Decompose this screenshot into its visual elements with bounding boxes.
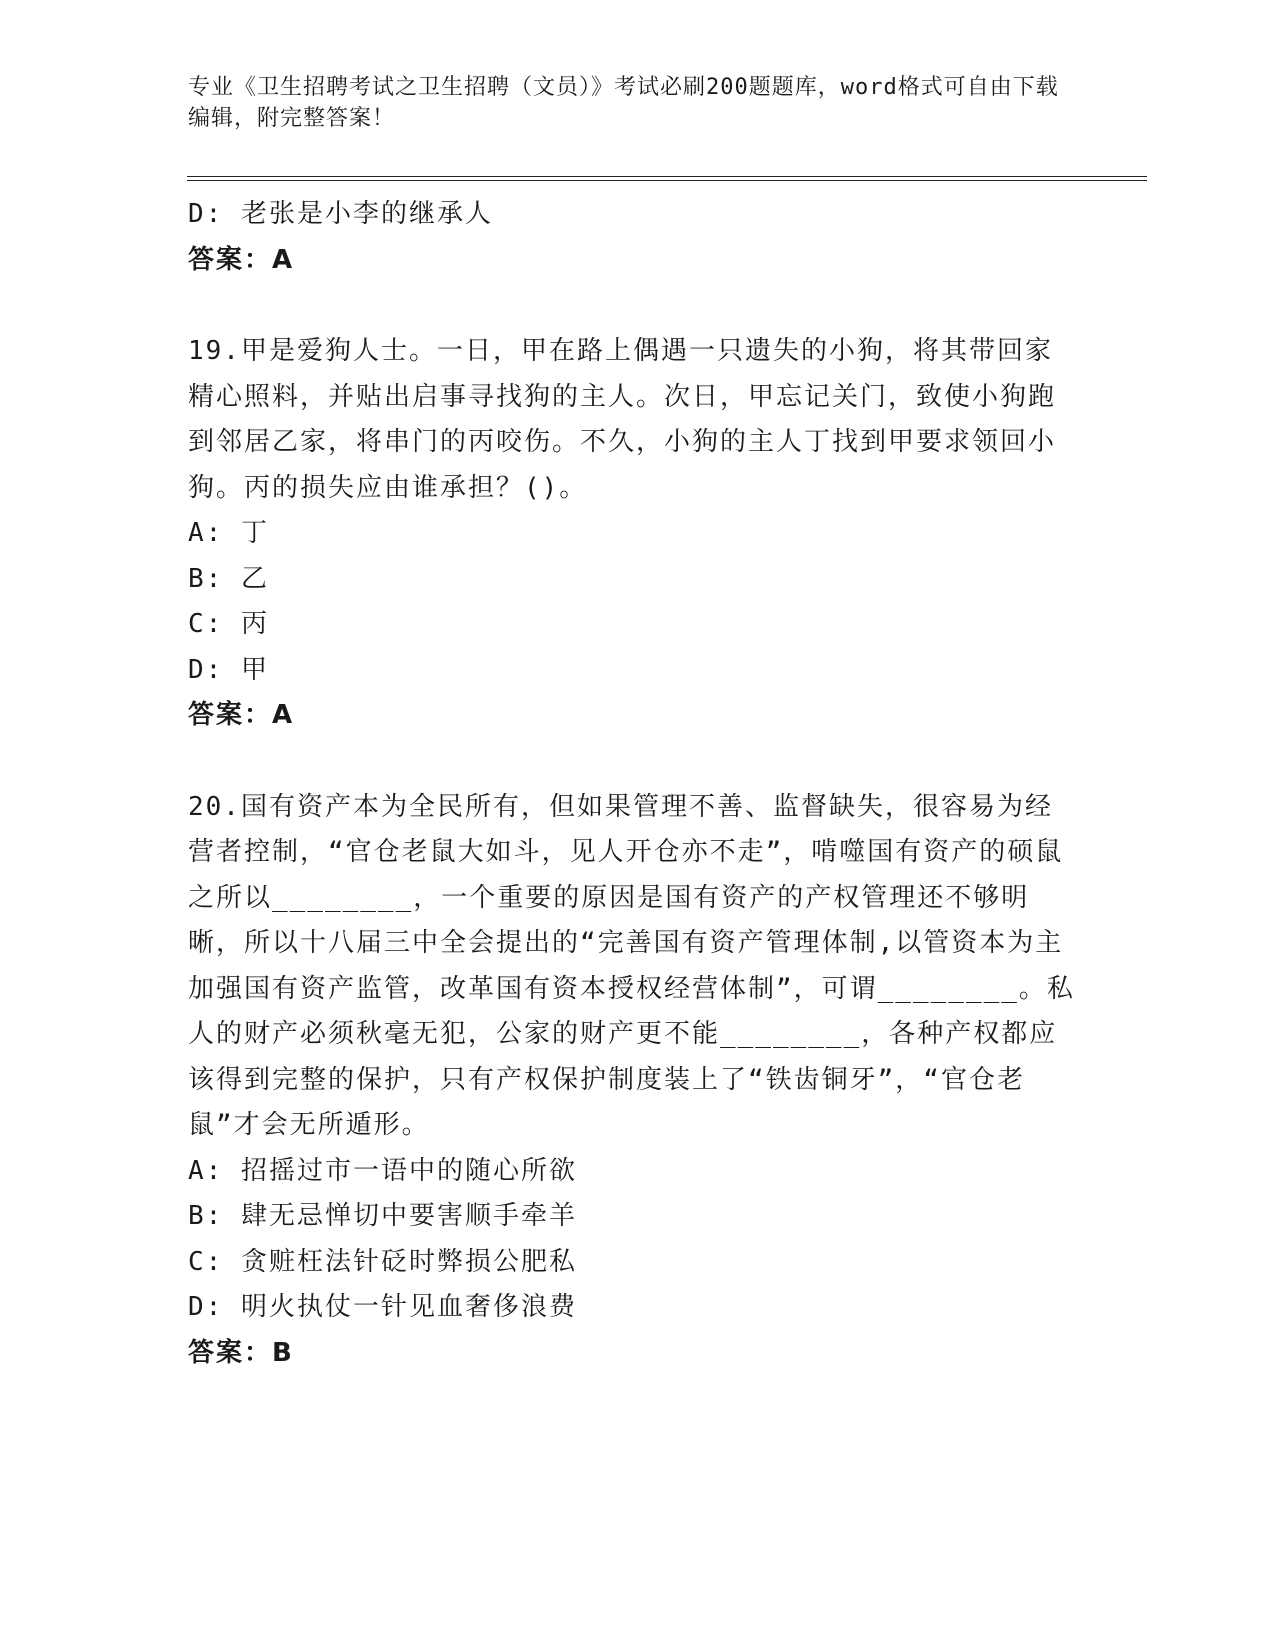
question-20-option-c: C: 贪赃枉法针砭时弊损公肥私 xyxy=(188,1246,577,1277)
question-20-option-d: D: 明火执仗一针见血奢侈浪费 xyxy=(188,1292,577,1322)
question-19-option-c: C: 丙 xyxy=(188,609,269,639)
question-20-option-a: A: 招摇过市一语中的随心所欲 xyxy=(188,1155,577,1186)
prev-option-d: D: 老张是小李的继承人 xyxy=(188,199,493,229)
question-19-option-a: A: 丁 xyxy=(188,518,269,548)
question-19 xyxy=(188,329,1078,739)
question-19-stem: 19.甲是爱狗人士。一日，甲在路上偶遇一只遗失的小狗，将其带回家精心照料，并贴出启事寻找狗的主人。次日，甲忘记关门，致使小狗跑到邻居乙家，将串门的丙咬伤。不久，小狗的主人丁找到甲要求领回小狗。丙的损失应由谁承担？()。 xyxy=(188,336,1057,503)
question-20-answer: 答案：B xyxy=(188,1337,294,1368)
question-19-answer: 答案：A xyxy=(188,700,295,730)
question-20 xyxy=(188,785,1078,1377)
spacer xyxy=(188,283,1078,329)
spacer xyxy=(188,739,1078,785)
question-20-stem: 20.国有资产本为全民所有，但如果管理不善、监督缺失，很容易为经营者控制，“官仓老鼠大如斗，见人开仓亦不走”，啃噬国有资产的硕鼠之所以________，一个重要的原因是国有资产的产权管理还不够明晰，所以十八届三中全会提出的“完善国有资产管理体制,以管资本为主加强国有资产监管，改革国有资本授权经营体制”，可谓________。私人的财产必须秋毫无犯，公家的财产更不能________，各种产权都应该得到完整的保护，只有产权保护制度装上了“铁齿铜牙”，“官仓老鼠”才会无所遁形。 xyxy=(188,791,1075,1140)
document-header: 专业《卫生招聘考试之卫生招聘（文员）》考试必刷200题题库，word格式可自由下载编辑，附完整答案！ xyxy=(188,75,1059,131)
question-list xyxy=(188,192,1078,1376)
question-19-option-d: D: 甲 xyxy=(188,654,269,685)
question-19-option-b: B: 乙 xyxy=(188,563,269,594)
header-divider xyxy=(187,176,1147,181)
question-20-option-b: B: 肆无忌惮切中要害顺手牵羊 xyxy=(188,1201,577,1231)
prev-answer: 答案：A xyxy=(188,244,295,275)
